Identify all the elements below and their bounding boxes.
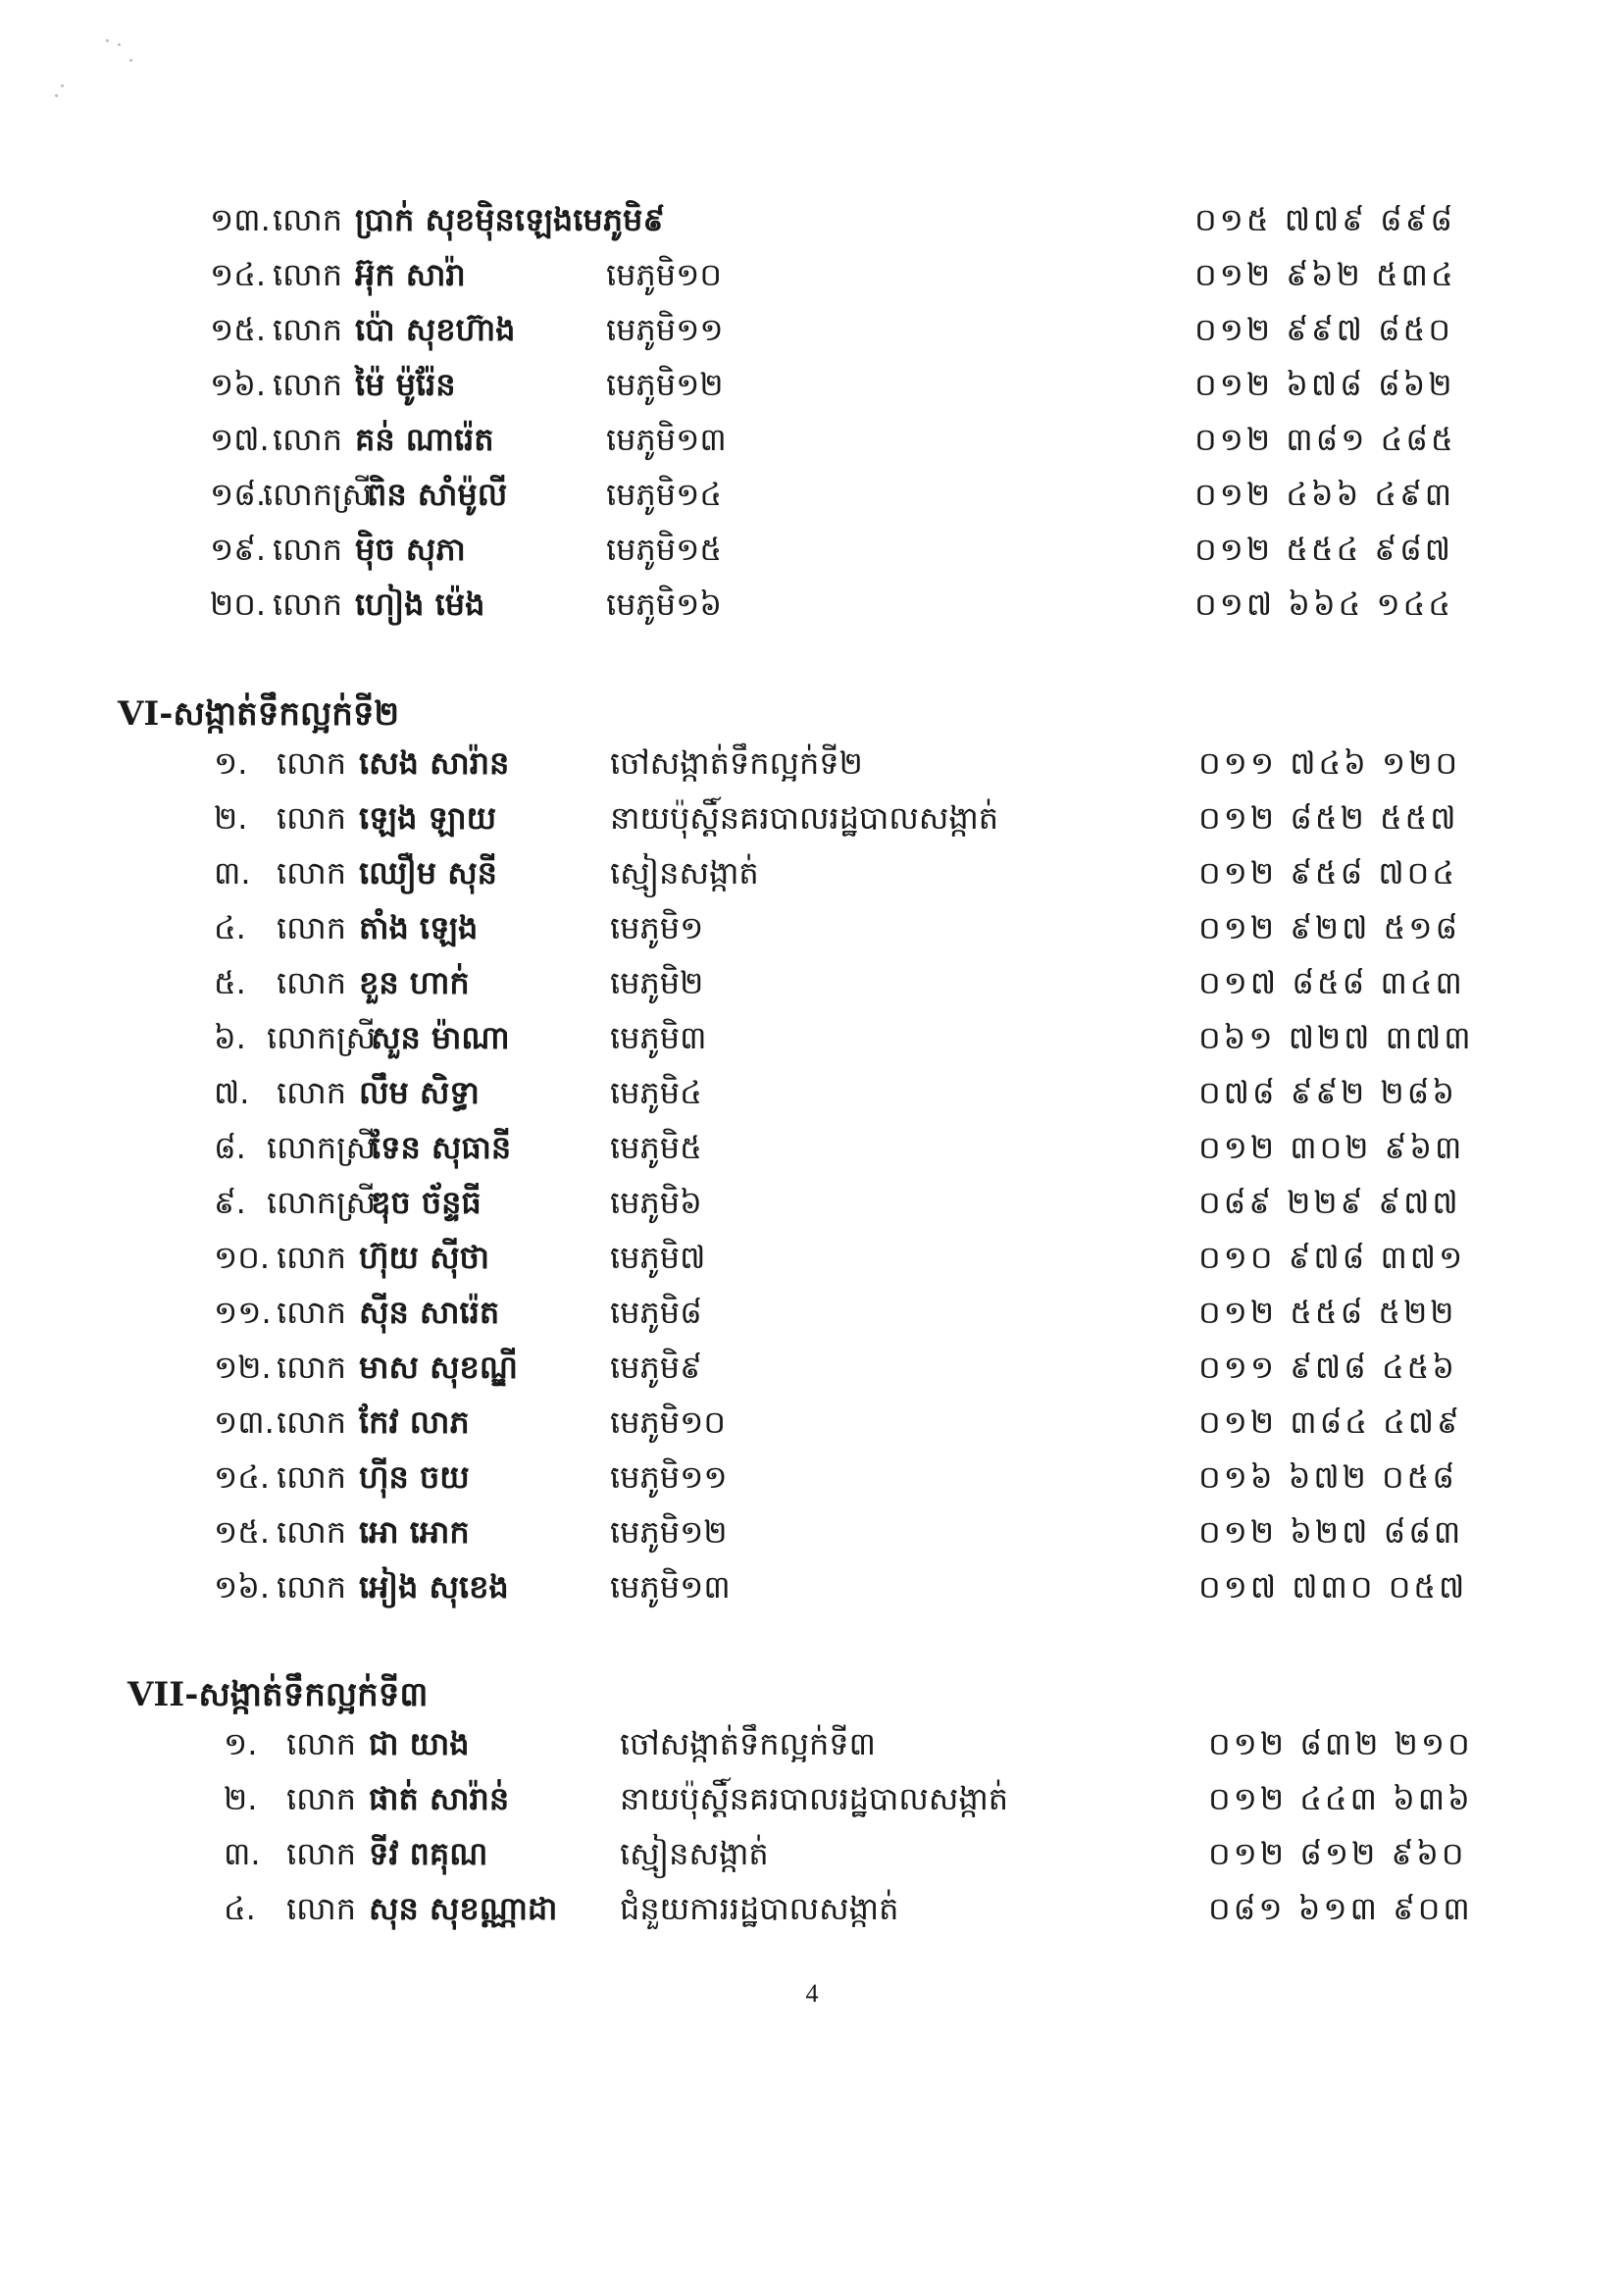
position: មេភូមិ១១ [606, 311, 724, 348]
list-item [4, 1285, 1624, 1340]
list-item [4, 1120, 1624, 1175]
entry-number: ៧. [214, 1074, 250, 1111]
entry-number: ១០. [214, 1239, 271, 1276]
position: មេភូមិ១៦ [606, 586, 722, 623]
position: មេភូមិ១៣ [606, 421, 727, 458]
entry-number: ១៨. [210, 476, 267, 513]
list-item [4, 1395, 1624, 1450]
position: មេភូមិ២ [610, 964, 704, 1001]
entry-number: ១៤. [210, 256, 267, 293]
phone-number: ០១២ ៨៥២ ៥៥៧ [1198, 799, 1459, 837]
entry-number: ១៦. [214, 1568, 271, 1606]
person-name: ទែន សុធានី [371, 1129, 512, 1166]
list-item [14, 1771, 1624, 1826]
phone-number: ០៨៩ ២២៩ ៩៧៧ [1198, 1184, 1461, 1221]
person-name: ប្រាក់ សុខម៉ិនឡេងមេភូមិ៩ [355, 201, 665, 238]
phone-number: ០១៧ ៦៦៤ ១៤៤ [1194, 586, 1453, 623]
phone-number: ០១២ ៩៦២ ៥៣៤ [1194, 256, 1456, 293]
list-item [0, 577, 1624, 632]
honorific: លោក [273, 366, 343, 403]
person-name: ម៉ៃ ម៉ូរ៉ែន [355, 366, 456, 403]
person-name: ស៊ីន សារ៉េត [359, 1294, 500, 1331]
honorific: លោក [277, 1513, 347, 1551]
position: ស្មៀនសង្កាត់ [610, 854, 759, 892]
entry-number: ២០. [210, 586, 267, 623]
section-vii-list [0, 1716, 1624, 1936]
honorific: លោកស្រី [267, 1184, 377, 1221]
entry-number: ១៣. [210, 201, 271, 238]
entry-number: ១៦. [210, 366, 267, 403]
person-name: ជា យាង [369, 1725, 470, 1762]
list-item [0, 522, 1624, 577]
phone-number: ០១២ ៣៨១ ៤៨៥ [1194, 421, 1456, 458]
person-name: ហៀង ម៉េង [355, 586, 485, 623]
section-heading-vii: VII-សង្កាត់ទឹកល្អក់ទី៣ [127, 1675, 429, 1714]
honorific: លោក [273, 421, 343, 458]
position: មេភូមិ១២ [606, 366, 724, 403]
person-name: សួន ម៉ាណា [371, 1019, 510, 1056]
entry-number: ១៧. [210, 421, 270, 458]
entry-number: ១៩. [210, 531, 267, 568]
phone-number: ០១២ ៩៥៨ ៧០៤ [1198, 854, 1457, 892]
entry-number: ៦. [214, 1019, 246, 1056]
list-item [14, 1826, 1624, 1881]
honorific: លោក [277, 1294, 347, 1331]
position: នាយប៉ុស្តិ៍នគរបាលរដ្ឋបាលសង្កាត់ [610, 799, 999, 837]
list-item [4, 955, 1624, 1010]
phone-number: ០១៥ ៧៧៩ ៨៩៨ [1194, 201, 1455, 238]
person-name: សុន សុខណ្ណាដា [369, 1890, 558, 1927]
honorific: លោកស្រី [267, 1019, 377, 1056]
position: មេភូមិ៦ [610, 1184, 702, 1221]
list-item [0, 247, 1624, 302]
honorific: លោក [277, 909, 347, 946]
position: មេភូមិ១៥ [606, 531, 722, 568]
honorific: លោក [273, 201, 343, 238]
list-item [4, 790, 1624, 845]
phone-number: ០១២ ៥៥៨ ៥២២ [1198, 1294, 1457, 1331]
phone-number: ០១២ ៨១២ ៩៦០ [1208, 1835, 1467, 1872]
person-name: គន់ ណារ៉េត [355, 421, 494, 458]
phone-number: ០១២ ៩៩៧ ៨៥០ [1194, 311, 1453, 348]
entry-number: ១. [224, 1725, 258, 1762]
scan-specks [49, 29, 147, 108]
honorific: លោក [277, 1349, 347, 1386]
position: ចៅសង្កាត់ទឹកល្អក់ទី២ [610, 744, 863, 782]
entry-number: ៤. [214, 909, 246, 946]
phone-number: ០១២ ៣០២ ៩៦៣ [1198, 1129, 1465, 1166]
list-item [0, 357, 1624, 412]
position: មេភូមិ១០ [610, 1403, 726, 1441]
honorific: លោក [277, 964, 347, 1001]
person-name: ពិន សាំម៉ូលី [367, 476, 508, 513]
position: មេភូមិ១៤ [606, 476, 722, 513]
position: មេភូមិ១៣ [610, 1568, 731, 1606]
phone-number: ០១៦ ៦៧២ ០៥៨ [1198, 1458, 1457, 1496]
person-name: មាស សុខណ្ឌី [359, 1349, 518, 1386]
list-item [14, 1881, 1624, 1936]
list-item [4, 1065, 1624, 1120]
position: ជំនួយការរដ្ឋបាលសង្កាត់ [620, 1890, 899, 1927]
position: មេភូមិ៩ [610, 1349, 702, 1386]
list-item [0, 467, 1624, 522]
person-name: អៀង សុខេង [359, 1568, 509, 1606]
position: ស្មៀនសង្កាត់ [620, 1835, 769, 1872]
person-name: លឹម សិទ្ធា [359, 1074, 480, 1111]
honorific: លោក [273, 256, 343, 293]
entry-number: ៩. [214, 1184, 246, 1221]
entry-number: ១១. [214, 1294, 272, 1331]
entry-number: ១៥. [214, 1513, 271, 1551]
honorific: លោក [273, 531, 343, 568]
honorific: លោក [286, 1780, 357, 1817]
entry-number: ២. [214, 799, 248, 837]
honorific: លោក [286, 1835, 357, 1872]
entry-number: ៣. [224, 1835, 261, 1872]
position: មេភូមិ៤ [610, 1074, 702, 1111]
phone-number: ០១៧ ៨៥៨ ៣៤៣ [1198, 964, 1465, 1001]
phone-number: ០១៧ ៧៣០ ០៥៧ [1198, 1568, 1468, 1606]
page-number: 4 [805, 1979, 819, 2008]
honorific: លោក [277, 1239, 347, 1276]
phone-number: ០១២ ៣៨៤ ៤៧៩ [1198, 1403, 1462, 1441]
honorific: លោក [277, 854, 347, 892]
entry-number: ៤. [224, 1890, 256, 1927]
entry-number: ១២. [214, 1349, 272, 1386]
entry-number: ៥. [214, 964, 246, 1001]
position: មេភូមិ៧ [610, 1239, 706, 1276]
person-name: ហ៊ីន ចយ [359, 1458, 470, 1496]
list-item [0, 192, 1624, 247]
entry-number: ១៥. [210, 311, 267, 348]
list-item [0, 412, 1624, 467]
person-name: ផាត់ សារ៉ាន់ [369, 1780, 510, 1817]
position: មេភូមិ៣ [610, 1019, 707, 1056]
entry-number: ២. [224, 1780, 258, 1817]
position: នាយប៉ុស្តិ៍នគរបាលរដ្ឋបាលសង្កាត់ [620, 1780, 1009, 1817]
list-item [4, 1450, 1624, 1504]
person-name: អ៊ុក សារ៉ា [355, 256, 466, 293]
entry-number: ៣. [214, 854, 251, 892]
position: ចៅសង្កាត់ទឹកល្អក់ទី៣ [620, 1725, 876, 1762]
person-name: ហ៊ុយ ស៊ីថា [359, 1239, 490, 1276]
person-name: ឈឿម សុនី [359, 854, 497, 892]
phone-number: ០១២ ៤៦៦ ៤៩៣ [1194, 476, 1455, 513]
honorific: លោកស្រី [263, 476, 373, 513]
honorific: លោក [277, 744, 347, 782]
phone-number: ០៨១ ៦១៣ ៩០៣ [1208, 1890, 1473, 1927]
phone-number: ០១២ ៨៣២ ២១០ [1208, 1725, 1473, 1762]
entry-number: ៨. [214, 1129, 246, 1166]
phone-number: ០១១ ៩៧៨ ៤៥៦ [1198, 1349, 1457, 1386]
section-vi-title: សង្កាត់ទឹកល្អក់ទី២ [173, 694, 400, 734]
phone-number: ០១០ ៩៧៨ ៣៧១ [1198, 1239, 1466, 1276]
phone-number: ០៦១ ៧២៧ ៣៧៣ [1198, 1019, 1474, 1056]
person-name: ទីវ ពគុណ [369, 1835, 488, 1872]
entry-number: ១៣. [214, 1403, 275, 1441]
list-item [4, 1175, 1624, 1230]
person-name: ម៉ិច សុភា [355, 531, 466, 568]
honorific: លោក [277, 1458, 347, 1496]
list-item [4, 1230, 1624, 1285]
honorific: លោក [277, 1568, 347, 1606]
position: មេភូមិ១១ [610, 1458, 728, 1496]
section-v-continued-list [0, 192, 1624, 632]
honorific: លោក [273, 311, 343, 348]
phone-number: ០៧៨ ៩៩២ ២៨៦ [1198, 1074, 1457, 1111]
person-name: ឌុច ច័ន្ទធី [371, 1184, 482, 1221]
honorific: លោក [286, 1890, 357, 1927]
honorific: លោក [273, 586, 343, 623]
phone-number: ០១១ ៧៤៦ ១២០ [1198, 744, 1461, 782]
list-item [4, 736, 1624, 790]
person-name: ខួន ហាក់ [359, 964, 470, 1001]
list-item [4, 1340, 1624, 1395]
list-item [4, 845, 1624, 900]
list-item [4, 900, 1624, 955]
section-vi-list [0, 736, 1624, 1614]
person-name: ប៉ោ សុខហ៊ាង [355, 311, 516, 348]
list-item [4, 1504, 1624, 1559]
person-name: ឡេង ឡាយ [359, 799, 497, 837]
phone-number: ០១២ ៦២៧ ៨៨៣ [1198, 1513, 1464, 1551]
phone-number: ០១២ ៥៥៤ ៩៨៧ [1194, 531, 1453, 568]
list-item [14, 1716, 1624, 1771]
position: មេភូមិ១២ [610, 1513, 728, 1551]
honorific: លោក [286, 1725, 357, 1762]
entry-number: ១៤. [214, 1458, 271, 1496]
section-vii-title: សង្កាត់ទឹកល្អក់ទី៣ [198, 1675, 429, 1714]
position: មេភូមិ១០ [606, 256, 722, 293]
position: មេភូមិ៥ [610, 1129, 702, 1166]
entry-number: ១. [214, 744, 248, 782]
honorific: លោក [277, 1403, 347, 1441]
honorific: លោក [277, 799, 347, 837]
honorific: លោកស្រី [267, 1129, 377, 1166]
section-heading-vi: VI-សង្កាត់ទឹកល្អក់ទី២ [118, 694, 400, 734]
phone-number: ០១២ ៦៧៨ ៨៦២ [1194, 366, 1455, 403]
person-name: តាំង ឡេង [359, 909, 479, 946]
list-item [0, 302, 1624, 357]
list-item [4, 1010, 1624, 1065]
list-item [4, 1559, 1624, 1614]
position: មេភូមិ១ [610, 909, 704, 946]
phone-number: ០១២ ៤៤៣ ៦៣៦ [1208, 1780, 1473, 1817]
phone-number: ០១២ ៩២៧ ៥១៨ [1198, 909, 1461, 946]
person-name: កែវ លាភ [359, 1403, 470, 1441]
person-name: សេង សារ៉ាន [359, 744, 510, 782]
position: មេភូមិ៨ [610, 1294, 702, 1331]
person-name: អោ អោក [359, 1513, 470, 1551]
honorific: លោក [277, 1074, 347, 1111]
